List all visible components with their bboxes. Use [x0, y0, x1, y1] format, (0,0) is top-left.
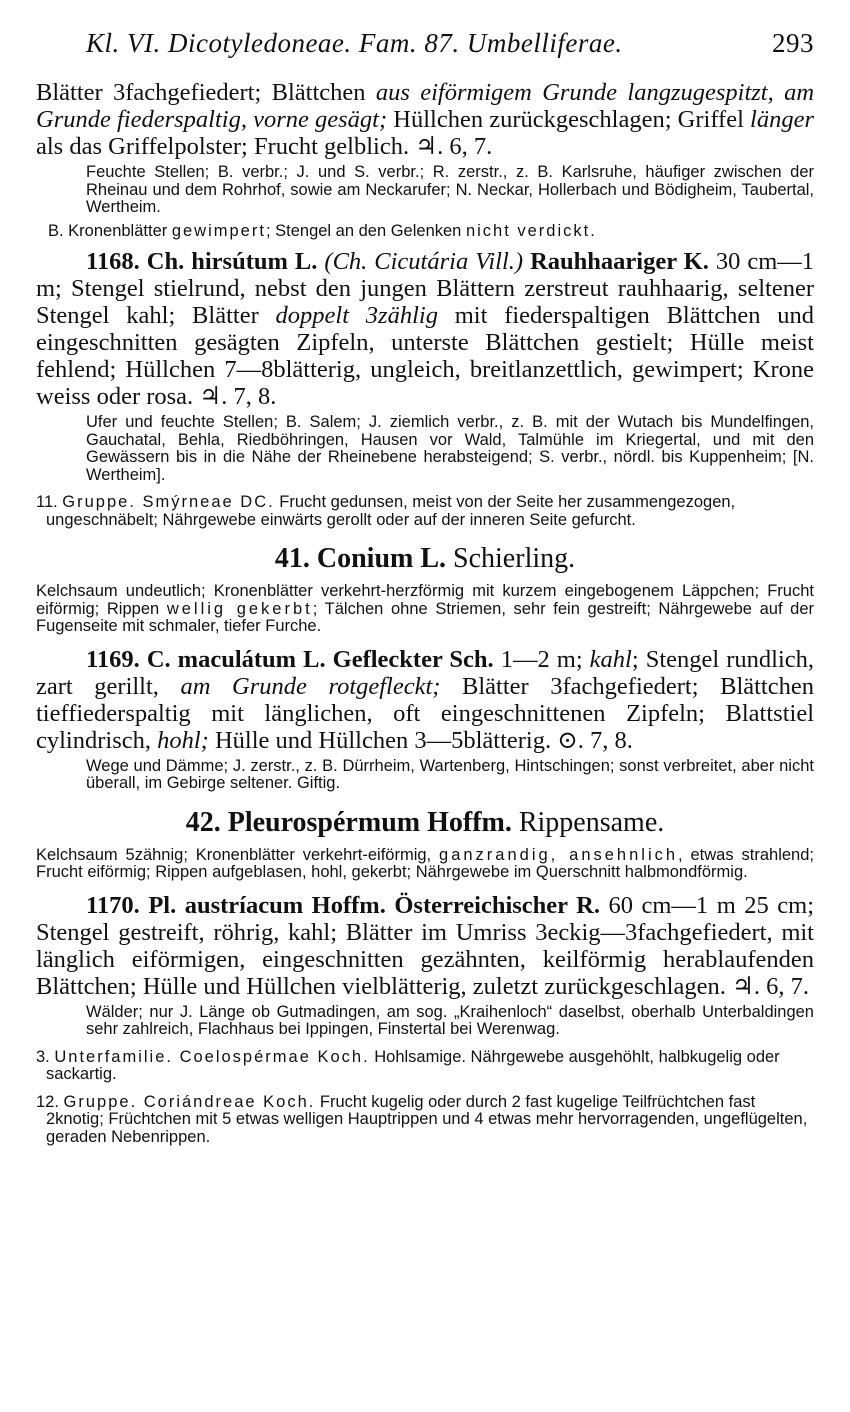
group-name: Coriándreae Koch. — [137, 1092, 316, 1111]
text: Hülle und Hüllchen 3—5blätterig. ⊙. 7, 8. — [208, 726, 633, 754]
text: 1—2 m; — [493, 645, 590, 673]
species-name: Ch. hirsútum L. — [146, 248, 318, 275]
page — [36, 28, 814, 1152]
locality-note: Wälder; nur J. Länge ob Gutmadingen, am sog. „Kraihenloch“ daselbst, oberhalb Unterbaldingen sehr zahlreich, Flachhaus bei Ippingen, Finstertal bei Werenwag. — [86, 1002, 814, 1038]
text-italic: hohl; — [157, 726, 209, 754]
text: Blätter 3fachgefiedert; Blättchen — [36, 79, 376, 106]
text: 3. — [36, 1047, 55, 1066]
group-12 — [36, 1094, 814, 1147]
text: Frucht kugelig oder durch 2 fast kugelige Teilfrüchtchen fast 2knotig; Früchtchen mit 5 etwas welligen Hauptrippen und 4 etwas mehr hervorragenden, ungeflügelten, geraden Nebenrippen. — [46, 1092, 808, 1146]
text: ; Stengel rundlich, zart gerillt, — [36, 645, 815, 700]
locality-note: Feuchte Stellen; B. verbr.; J. und S. verbr.; R. zerstr., z. B. Karlsruhe, häufiger zwischen der Rheinau und dem Rohrhof, sowie am Neckarufer; N. Neckar, Hollerbach und Bödigheim, Taubertal, Wertheim. — [86, 163, 814, 216]
text-italic: am Grunde rotgefleckt; — [180, 672, 441, 700]
text-spaced: nicht verdickt — [465, 221, 591, 240]
common-name: Rauhhaariger K. — [530, 248, 709, 275]
text-italic: länger — [750, 106, 814, 133]
species-1169 — [36, 646, 814, 754]
text: ; Tälchen ohne Striemen, sehr fein gestreift; Nährgewebe auf der Fugenseite mit schmaler, tiefer Furche. — [36, 599, 814, 635]
text-italic: doppelt 3zählig — [275, 302, 438, 329]
species-number: 1168. — [86, 248, 140, 275]
genus-description-41 — [36, 583, 814, 636]
text-spaced: wellig gekerbt — [166, 599, 313, 618]
genus-common-name: Rippensame. — [518, 806, 665, 838]
text: Blätter 3fachgefiedert; Blättchen tieffiederspaltig mit länglichen, oft eingeschnittenen Zipfeln; Blattstiel cylindrisch, — [36, 672, 814, 754]
group-label: Gruppe. — [62, 493, 136, 511]
subfamily-name: Coelospérmae Koch. — [172, 1047, 370, 1066]
common-name: Gefleckter Sch. — [332, 645, 494, 673]
text: Hohlsamige. Nährgewebe ausgehöhlt, halbkugelig oder sackartig. — [46, 1047, 780, 1083]
species-number: 1170. — [86, 891, 140, 919]
synonym: (Ch. Cicutária Vill.) — [324, 248, 524, 275]
text: 12. — [36, 1092, 64, 1111]
text-italic: aus eiförmigem Grunde langzugespitzt, am Grunde fiederspaltig, vorne gesägt; — [36, 79, 815, 133]
genus-heading-41 — [36, 543, 814, 575]
text: Kelchsaum 5zähnig; Kronenblätter verkehrt-eiförmig, — [36, 845, 440, 864]
species-name: C. maculátum L. — [146, 645, 326, 673]
text: , etwas strahlend; Frucht eiförmig; Rippen aufgeblasen, hohl, gekerbt; Nährgewebe im Querschnitt halbmondförmig. — [36, 845, 814, 881]
text: ; Stengel an den Gelenken — [265, 221, 466, 240]
group-11 — [36, 494, 814, 529]
text: B. Kronenblätter — [48, 221, 172, 240]
subfamily-3 — [36, 1049, 814, 1084]
genus-common-name: Schierling. — [453, 543, 576, 574]
text: 60 cm—1 m 25 cm; Stengel gestreift, röhrig, kahl; Blätter im Umriss 3eckig—3fachgefiedert, mit länglich eiförmigen, eingeschnitten gezähnten, keilförmig herablaufenden Blättchen; Hülle und Hüllchen vielblätterig, zuletzt zurückgeschlagen. ♃. 6, 7. — [36, 891, 815, 1000]
text: Hüllchen zurückgeschlagen; Griffel — [387, 106, 751, 133]
subfamily-label: Unterfamilie. — [54, 1047, 173, 1066]
text: 11. — [36, 493, 63, 511]
group-label: Gruppe. — [63, 1092, 138, 1111]
species-description-continued — [36, 79, 814, 160]
genus-description-42 — [36, 847, 814, 882]
text: Frucht gedunsen, meist von der Seite her zusammengezogen, ungeschnäbelt; Nährgewebe einwärts gerollt oder auf der inneren Seite gefurcht. — [46, 493, 736, 529]
text: als das Griffelpolster; Frucht gelblich. ♃. 6, 7. — [36, 133, 493, 160]
genus-name: Conium L. — [316, 543, 447, 574]
species-name: Pl. austríacum Hoffm. — [148, 891, 386, 919]
text: 30 cm—1 m; Stengel stielrund, nebst den jungen Blättern zerstreut rauhhaarig, seltener Stengel kahl; Blätter — [36, 248, 815, 329]
locality-note: Ufer und feuchte Stellen; B. Salem; J. ziemlich verbr., z. B. mit der Wutach bis Mundelfingen, Gauchatal, Behla, Riedböhringen, Hausen vor Wald, Talmühle im Kriegertal, und mit den Gewässern bis in die Nähe der Rheinebene herabsteigend; S. verbr., nördl. bis Kuppenheim; [N. Wertheim]. — [86, 413, 814, 484]
species-1168 — [36, 248, 814, 410]
species-number: 1169. — [86, 645, 140, 673]
common-name: Österreichischer R. — [394, 891, 600, 919]
header-title: Kl. VI. Dicotyledoneae. Fam. 87. Umbelliferae. — [86, 28, 623, 58]
group-name: Smýrneae DC. — [135, 493, 275, 511]
text-spaced: ganzrandig, ansehnlich — [439, 845, 679, 864]
text-italic: kahl — [589, 645, 632, 673]
text: . — [590, 221, 595, 240]
locality-note: Wege und Dämme; J. zerstr., z. B. Dürrheim, Wartenberg, Hintschingen; sonst verbreitet, aber nicht überall, im Gebirge seltener. Giftig. — [86, 756, 814, 792]
genus-number: 41. — [274, 543, 310, 574]
genus-heading-42 — [36, 807, 814, 839]
genus-name: Pleurospérmum Hoffm. — [227, 806, 512, 838]
species-1170 — [36, 892, 814, 1000]
text-spaced: gewimpert — [171, 221, 266, 240]
text: Kelchsaum undeutlich; Kronenblätter verkehrt-herzförmig mit kurzem eingebogenem Läppchen; Frucht eiförmig; Rippen — [36, 582, 814, 618]
genus-number: 42. — [185, 806, 221, 838]
page-number: 293 — [772, 28, 814, 58]
text: mit fiederspaltigen Blättchen und eingeschnitten gesägten Zipfeln, unterste Blättchen gestielt; Hülle meist fehlend; Hüllchen 7—8blätterig, ungleich, breitlanzettlich, gewimpert; Krone weiss oder rosa. ♃. 7, 8. — [36, 302, 814, 410]
running-header — [36, 28, 814, 59]
key-note-b — [36, 223, 814, 241]
